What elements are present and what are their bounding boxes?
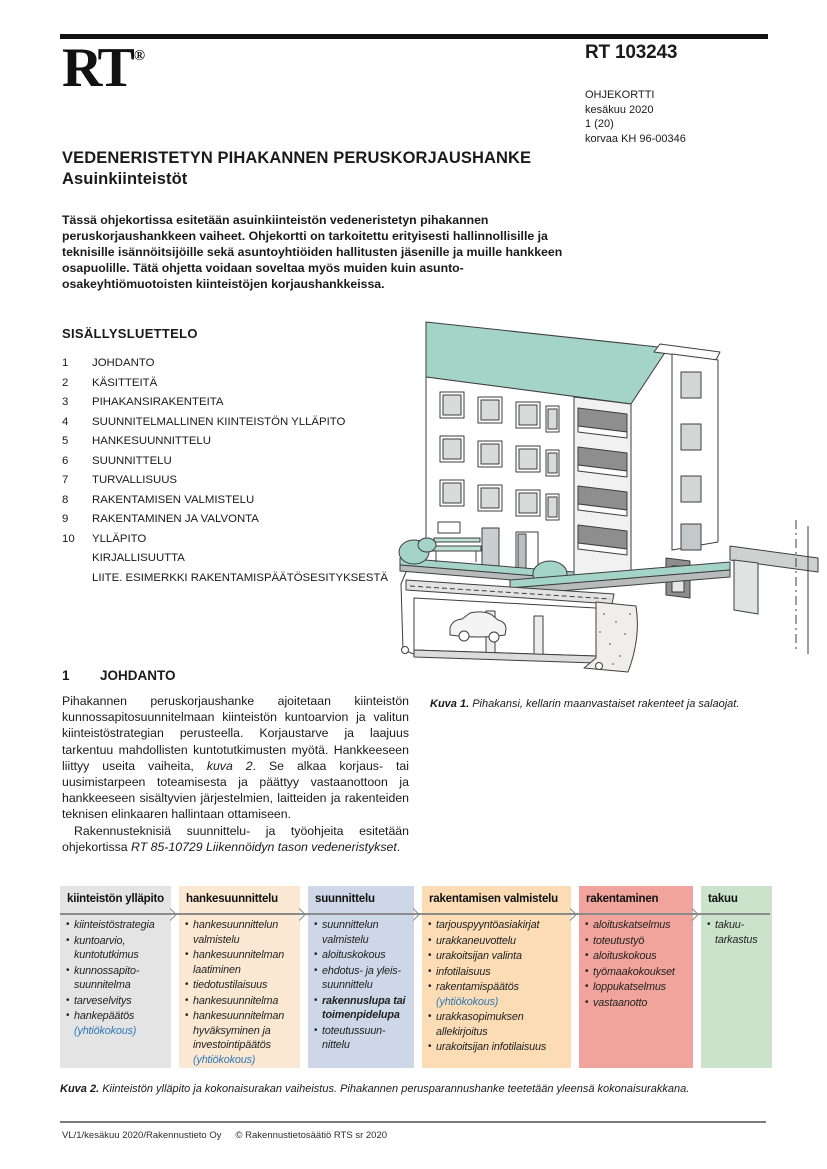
- phase-header: takuu: [708, 893, 738, 905]
- bullet-icon: •: [585, 996, 589, 1008]
- footer: [62, 1130, 387, 1141]
- phase-item: [314, 994, 410, 1023]
- toc-item: [62, 432, 407, 452]
- toc-item-label: RAKENTAMINEN JA VALVONTA: [92, 513, 259, 525]
- phase-item-text: kunnossapito-suunnitelma: [74, 964, 140, 991]
- bullet-icon: •: [428, 934, 432, 946]
- phase-item-text: urakkaneuvottelu: [436, 934, 516, 947]
- phase-item-text: vastaanotto: [593, 996, 648, 1009]
- toc-item: [62, 452, 407, 472]
- phase-item: [707, 918, 768, 947]
- bullet-icon: •: [314, 949, 318, 960]
- doc-number: RT 103243: [585, 42, 678, 63]
- text-run: .: [396, 839, 401, 854]
- phase-item-text: ehdotus- ja yleis-suunnittelu: [322, 964, 401, 991]
- phase-item: [185, 978, 296, 993]
- text-run: Rakennusteknisiä suunnittelu- ja työohjeita esitetään ohjekortissa: [62, 823, 409, 854]
- section1-paragraph2: [62, 823, 409, 855]
- toc-item-number: [62, 569, 92, 589]
- toc-item: [62, 549, 407, 569]
- phase-item: [585, 934, 689, 949]
- bullet-icon: •: [428, 1011, 432, 1022]
- phase-item: [428, 949, 567, 964]
- phase-item-list: [308, 918, 414, 1060]
- bullet-icon: •: [585, 981, 589, 992]
- phase-item-list: [701, 918, 772, 954]
- phase-item-text: kuntoarvio, kuntotutkimus: [74, 934, 139, 961]
- phase-item: [185, 1009, 296, 1067]
- phase-item-list: [60, 918, 171, 1045]
- phase-item-text: infotilaisuus: [436, 965, 491, 978]
- doc-meta-line: kesäkuu 2020: [585, 103, 654, 116]
- section1-number: 1: [62, 668, 70, 683]
- bullet-icon: •: [185, 1010, 189, 1021]
- phase-item-list: [179, 918, 300, 1074]
- bullet-icon: •: [428, 950, 432, 961]
- bullet-icon: •: [585, 919, 589, 930]
- phase-item-list: [579, 918, 693, 1017]
- phase-item: [428, 980, 567, 1009]
- bullet-icon: •: [428, 965, 432, 977]
- bullet-icon: •: [66, 919, 70, 930]
- title-line2: Asuinkiinteistöt: [62, 170, 188, 188]
- phase-item: [185, 994, 296, 1009]
- rt-logo: [62, 37, 146, 99]
- phase-header: suunnittelu: [315, 893, 375, 905]
- phase-item-text: suunnittelun valmistelu: [322, 919, 379, 946]
- toc-item: [62, 510, 407, 530]
- section1-body: [62, 693, 409, 855]
- bullet-icon: •: [585, 950, 589, 961]
- toc-item-label: KIRJALLISUUTTA: [92, 552, 185, 564]
- bullet-icon: •: [185, 979, 189, 990]
- text-run: Pihakannen peruskorjaushanke ajoitetaan kiinteistön kunnossapitosuunnitelmaan kiinteistön kuntoarvion ja valitun kiinteistöstrategian perusteella. Korjaustarve ja laajuus tarkentuu mahdollisten kuntotutkimusten myötä. Hankkeeseen liittyy useita vaiheita,: [62, 694, 409, 773]
- bullet-icon: •: [66, 994, 70, 1006]
- italic-run: RT 85-10729 Liikennöidyn tason vedeneristykset: [131, 839, 397, 854]
- rt-logo-text: RT: [62, 37, 132, 99]
- toc-item-number: 2: [62, 376, 69, 389]
- text-run: . Se alkaa korjaus- tai uusimistarpeen toteamisesta ja päättyy vastaanottoon ja hankkeeseen sisältyvien järjestelmien, laitteiden ja rakenteiden teknisen elinkaaren hallintaan ottamiseen.: [62, 758, 409, 822]
- phase-item: [585, 949, 689, 964]
- toc-item-label: YLLÄPITO: [92, 532, 147, 545]
- phase-item-text: aloituskokous: [322, 949, 386, 961]
- top-rule: [60, 34, 768, 39]
- registered-trademark-icon: ®: [133, 48, 146, 65]
- phase-header: hankesuunnittelu: [186, 893, 279, 905]
- phase-item-text: takuu-tarkastus: [715, 919, 758, 946]
- toc-item-number: 4: [62, 415, 69, 428]
- phase-item: [66, 934, 167, 963]
- phase-item-text: toteutustyö: [593, 934, 645, 947]
- toc: [62, 354, 407, 588]
- phase-item-text: tarjouspyyntöasiakirjat: [436, 919, 540, 931]
- phase-item: [585, 918, 689, 933]
- toc-item-number: 1: [62, 357, 69, 369]
- phase-item-text: aloituskokous: [593, 950, 657, 962]
- phase-item: [428, 918, 567, 933]
- bullet-icon: •: [66, 934, 70, 946]
- footer-copyright: © Rakennustietosäätiö RTS sr 2020: [235, 1130, 388, 1141]
- toc-item-label: LIITE. ESIMERKKI RAKENTAMISPÄÄTÖSESITYKSESTÄ: [92, 571, 389, 584]
- bullet-icon: •: [707, 919, 711, 930]
- phase-item-text: hankesuunnittelun valmistelu: [193, 919, 279, 946]
- phase-item: [314, 918, 410, 947]
- toc-item-label: HANKESUUNNITTELU: [92, 435, 211, 447]
- phase-item: [585, 980, 689, 995]
- doc-meta-line: OHJEKORTTI: [585, 89, 655, 101]
- toc-item: [62, 491, 407, 511]
- figure1-caption: [430, 697, 778, 711]
- building-illustration: [398, 314, 822, 682]
- bullet-icon: •: [585, 965, 589, 977]
- toc-item-number: 9: [62, 513, 69, 525]
- toc-item-number: 5: [62, 435, 69, 447]
- toc-item-label: KÄSITTEITÄ: [92, 376, 158, 389]
- bullet-icon: •: [314, 1024, 318, 1036]
- toc-item-number: 10: [62, 532, 75, 545]
- bullet-icon: •: [185, 994, 189, 1006]
- phase-item-text: hankepäätös (yhtiökokous): [74, 1009, 167, 1038]
- footer-rule: [60, 1121, 766, 1123]
- phase-item: [585, 996, 689, 1011]
- phase-item-text: kiinteistöstrategia: [74, 919, 155, 931]
- figure1-text: Pihakansi, kellarin maanvastaiset rakenteet ja salaojat.: [469, 698, 740, 710]
- phase-item: [314, 948, 410, 963]
- toc-item: [62, 471, 407, 491]
- phase-item-text: tiedotustilaisuus: [193, 979, 268, 991]
- phase-item: [428, 965, 567, 980]
- phase-header: rakentamisen valmistelu: [429, 893, 558, 905]
- yhtiokokous-highlight: (yhtiökokous): [193, 1053, 256, 1066]
- phase-item: [185, 918, 296, 947]
- title-line1: VEDENERISTETYN PIHAKANNEN PERUSKORJAUSHANKE: [62, 149, 532, 167]
- phase-item: [428, 1040, 567, 1055]
- toc-item-label: RAKENTAMISEN VALMISTELU: [92, 493, 255, 506]
- bullet-icon: •: [66, 1010, 70, 1021]
- bullet-icon: •: [428, 919, 432, 930]
- bullet-icon: •: [428, 1041, 432, 1052]
- phase-item: [66, 918, 167, 933]
- doc-meta: [585, 88, 686, 146]
- toc-item-label: SUUNNITTELU: [92, 454, 172, 467]
- phase-item: [428, 934, 567, 949]
- phase-item-text: rakennuslupa tai toimenpidelupa: [322, 994, 406, 1021]
- phase-item-text: toteutussuun-nittelu: [322, 1024, 386, 1051]
- toc-item: [62, 413, 407, 433]
- phase-item: [185, 948, 296, 977]
- yhtiokokous-highlight: (yhtiökokous): [74, 1024, 137, 1037]
- yhtiokokous-highlight: (yhtiökokous): [436, 995, 499, 1008]
- toc-item-label: PIHAKANSIRAKENTEITA: [92, 396, 224, 408]
- bullet-icon: •: [185, 919, 189, 930]
- bullet-icon: •: [585, 934, 589, 946]
- toc-item-label: JOHDANTO: [92, 357, 155, 369]
- toc-item-label: SUUNNITELMALLINEN KIINTEISTÖN YLLÄPITO: [92, 415, 346, 428]
- phase-item-text: työmaakokoukset: [593, 965, 675, 978]
- bullet-icon: •: [314, 964, 318, 976]
- phase-item: [66, 1009, 167, 1038]
- phase-item: [428, 1010, 567, 1039]
- phase-header: rakentaminen: [586, 893, 659, 905]
- phase-item-text: hankesuunnitelman laatiminen: [193, 949, 285, 976]
- bullet-icon: •: [314, 919, 318, 930]
- doc-meta-line: korvaa KH 96-00346: [585, 132, 686, 145]
- phase-item-text: hankesuunnitelman hyväksyminen ja investointipäätös (yhtiökokous): [193, 1009, 296, 1067]
- bullet-icon: •: [185, 949, 189, 960]
- toc-item-number: 3: [62, 396, 69, 408]
- toc-item-number: [62, 549, 92, 569]
- bullet-icon: •: [314, 994, 318, 1006]
- phase-item: [314, 964, 410, 993]
- phase-item-text: urakoitsijan infotilaisuus: [436, 1041, 547, 1053]
- phase-item-text: urakkasopimuksen allekirjoitus: [436, 1011, 524, 1038]
- phase-item-list: [422, 918, 571, 1062]
- phase-item-text: rakentamispäätös (yhtiökokous): [436, 980, 567, 1009]
- toc-item-label: TURVALLISUUS: [92, 474, 178, 486]
- doc-meta-line: 1 (20): [585, 118, 614, 130]
- figure2-text: Kiinteistön ylläpito ja kokonaisurakan vaiheistus. Pihakannen perusparannushanke teetetään yleensä kokonaisurakkana.: [99, 1083, 690, 1095]
- figure2-label: Kuva 2.: [60, 1083, 100, 1095]
- toc-item: [62, 530, 407, 550]
- toc-item: [62, 569, 407, 589]
- bullet-icon: •: [428, 981, 432, 992]
- toc-item-number: 8: [62, 493, 69, 506]
- phase-item: [66, 994, 167, 1009]
- phase-header: kiinteistön ylläpito: [67, 893, 164, 905]
- phase-item-text: urakoitsijan valinta: [436, 950, 522, 962]
- toc-item: [62, 374, 407, 394]
- figure1-label: Kuva 1.: [430, 698, 470, 710]
- phase-item-text: hankesuunnitelma: [193, 994, 279, 1007]
- footer-left: VL/1/kesäkuu 2020/Rakennustieto Oy: [62, 1130, 222, 1141]
- bullet-icon: •: [66, 964, 70, 976]
- phase-item: [66, 964, 167, 993]
- toc-item: [62, 354, 407, 374]
- toc-heading: SISÄLLYSLUETTELO: [62, 326, 198, 341]
- phase-item-text: loppukatselmus: [593, 981, 666, 993]
- toc-item-number: 6: [62, 454, 69, 467]
- process-diagram: [60, 886, 772, 1068]
- page-title: [62, 148, 622, 190]
- phase-item-text: aloituskatselmus: [593, 919, 671, 931]
- building-illustration-svg: [398, 314, 822, 682]
- phase-item: [585, 965, 689, 980]
- figure2-caption: [60, 1082, 774, 1096]
- intro-paragraph: Tässä ohjekortissa esitetään asuinkiinteistön vedeneristetyn pihakannen peruskorjaushankkeen vaiheet. Ohjekortti on tarkoitettu erityisesti hallinnollisille ja teknisille isännöitsijöille sekä asuntoyhtiöiden hallitusten jäsenille ja muille hankkeen osapuolille. Tätä ohjetta voidaan soveltaa myös muiden kuin asunto-osakeyhtiömuotoisten kiinteistöjen korjaushankkeissa.: [62, 213, 563, 291]
- section1-paragraph1: [62, 693, 409, 823]
- toc-item: [62, 393, 407, 413]
- section1-title: JOHDANTO: [100, 668, 176, 683]
- phase-item: [314, 1024, 410, 1053]
- section1-heading: [62, 668, 176, 683]
- italic-run: kuva 2: [206, 758, 253, 773]
- phase-item-text: tarveselvitys: [74, 994, 132, 1007]
- toc-item-number: 7: [62, 474, 69, 486]
